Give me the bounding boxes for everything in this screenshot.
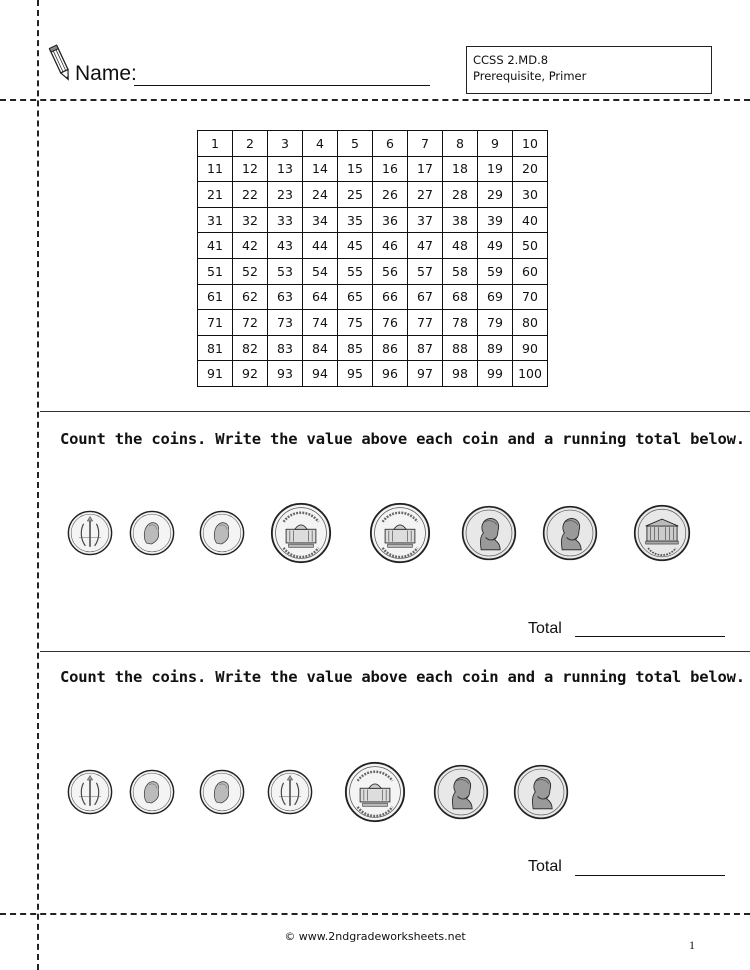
chart-cell: 39 [478, 207, 513, 233]
chart-cell: 67 [408, 284, 443, 310]
standard-code: CCSS 2.MD.8 [473, 53, 549, 67]
chart-row [198, 182, 548, 208]
chart-cell: 16 [373, 156, 408, 182]
chart-cell: 72 [233, 310, 268, 336]
chart-cell: 15 [338, 156, 373, 182]
chart-cell: 56 [373, 258, 408, 284]
chart-cell: 20 [513, 156, 548, 182]
chart-cell: 1 [198, 131, 233, 157]
chart-cell: 63 [268, 284, 303, 310]
chart-cell: 45 [338, 233, 373, 259]
dime-coin-icon [129, 769, 175, 815]
chart-cell: 30 [513, 182, 548, 208]
pencil-icon [48, 44, 74, 84]
chart-cell: 69 [478, 284, 513, 310]
chart-cell: 25 [338, 182, 373, 208]
chart-row [198, 131, 548, 157]
chart-cell: 92 [233, 361, 268, 387]
chart-cell: 62 [233, 284, 268, 310]
chart-cell: 54 [303, 258, 338, 284]
top-dashed-line [0, 99, 750, 101]
penny-shield-coin-icon [633, 504, 691, 562]
chart-cell: 49 [478, 233, 513, 259]
chart-cell: 75 [338, 310, 373, 336]
chart-cell: 23 [268, 182, 303, 208]
chart-cell: 11 [198, 156, 233, 182]
chart-cell: 2 [233, 131, 268, 157]
chart-cell: 21 [198, 182, 233, 208]
chart-cell: 32 [233, 207, 268, 233]
chart-row [198, 207, 548, 233]
chart-cell: 81 [198, 335, 233, 361]
chart-cell: 35 [338, 207, 373, 233]
chart-cell: 68 [443, 284, 478, 310]
problem-2-total-field[interactable] [575, 875, 725, 876]
nickel-coin-icon [270, 502, 332, 564]
chart-row [198, 233, 548, 259]
chart-cell: 94 [303, 361, 338, 387]
chart-cell: 60 [513, 258, 548, 284]
chart-cell: 5 [338, 131, 373, 157]
nickel-coin-icon [369, 502, 431, 564]
penny-coin-icon [461, 505, 517, 561]
chart-cell: 4 [303, 131, 338, 157]
penny-coin-icon [513, 764, 569, 820]
chart-cell: 46 [373, 233, 408, 259]
problem-1-total-label: Total [528, 620, 562, 637]
chart-cell: 31 [198, 207, 233, 233]
bottom-dashed-line [0, 913, 750, 915]
chart-cell: 42 [233, 233, 268, 259]
chart-cell: 18 [443, 156, 478, 182]
chart-cell: 90 [513, 335, 548, 361]
penny-coin-icon [433, 764, 489, 820]
chart-cell: 3 [268, 131, 303, 157]
section-divider [40, 411, 750, 412]
chart-cell: 83 [268, 335, 303, 361]
chart-cell: 14 [303, 156, 338, 182]
chart-row [198, 335, 548, 361]
chart-cell: 34 [303, 207, 338, 233]
chart-cell: 87 [408, 335, 443, 361]
chart-row [198, 258, 548, 284]
chart-row [198, 156, 548, 182]
chart-cell: 97 [408, 361, 443, 387]
chart-cell: 95 [338, 361, 373, 387]
problem-2-total-label: Total [528, 858, 562, 875]
chart-cell: 48 [443, 233, 478, 259]
chart-cell: 47 [408, 233, 443, 259]
penny-coin-icon [542, 505, 598, 561]
chart-cell: 9 [478, 131, 513, 157]
problem-2-instruction: Count the coins. Write the value above each coin and a running total below. [60, 668, 745, 686]
chart-cell: 91 [198, 361, 233, 387]
chart-cell: 7 [408, 131, 443, 157]
chart-cell: 77 [408, 310, 443, 336]
chart-cell: 98 [443, 361, 478, 387]
chart-cell: 41 [198, 233, 233, 259]
dime-coin-icon [129, 510, 175, 556]
chart-cell: 84 [303, 335, 338, 361]
chart-cell: 89 [478, 335, 513, 361]
problem-1-total-field[interactable] [575, 636, 725, 637]
dime-torch-coin-icon [67, 510, 113, 556]
chart-cell: 78 [443, 310, 478, 336]
chart-cell: 43 [268, 233, 303, 259]
chart-cell: 37 [408, 207, 443, 233]
standard-level: Prerequisite, Primer [473, 69, 587, 83]
chart-cell: 24 [303, 182, 338, 208]
left-margin-dashed-line [37, 0, 39, 970]
chart-cell: 100 [513, 361, 548, 387]
chart-cell: 53 [268, 258, 303, 284]
chart-cell: 86 [373, 335, 408, 361]
chart-cell: 59 [478, 258, 513, 284]
chart-cell: 76 [373, 310, 408, 336]
chart-cell: 6 [373, 131, 408, 157]
chart-cell: 38 [443, 207, 478, 233]
page-number: 1 [689, 938, 695, 952]
section-divider [40, 651, 750, 652]
chart-cell: 10 [513, 131, 548, 157]
chart-row [198, 310, 548, 336]
chart-cell: 50 [513, 233, 548, 259]
chart-cell: 71 [198, 310, 233, 336]
chart-cell: 57 [408, 258, 443, 284]
chart-cell: 80 [513, 310, 548, 336]
chart-cell: 82 [233, 335, 268, 361]
chart-cell: 17 [408, 156, 443, 182]
name-label: Name: [75, 62, 137, 85]
chart-cell: 88 [443, 335, 478, 361]
chart-cell: 27 [408, 182, 443, 208]
chart-cell: 40 [513, 207, 548, 233]
chart-cell: 66 [373, 284, 408, 310]
chart-cell: 61 [198, 284, 233, 310]
chart-cell: 29 [478, 182, 513, 208]
chart-cell: 52 [233, 258, 268, 284]
chart-cell: 85 [338, 335, 373, 361]
chart-cell: 64 [303, 284, 338, 310]
chart-cell: 79 [478, 310, 513, 336]
chart-cell: 44 [303, 233, 338, 259]
chart-cell: 51 [198, 258, 233, 284]
chart-cell: 74 [303, 310, 338, 336]
chart-cell: 70 [513, 284, 548, 310]
chart-cell: 33 [268, 207, 303, 233]
dime-coin-icon [199, 510, 245, 556]
chart-cell: 73 [268, 310, 303, 336]
chart-cell: 55 [338, 258, 373, 284]
chart-cell: 99 [478, 361, 513, 387]
standard-box [466, 46, 712, 94]
chart-cell: 19 [478, 156, 513, 182]
chart-cell: 12 [233, 156, 268, 182]
chart-cell: 58 [443, 258, 478, 284]
dime-coin-icon [199, 769, 245, 815]
nickel-coin-icon [344, 761, 406, 823]
chart-cell: 93 [268, 361, 303, 387]
dime-torch-coin-icon [67, 769, 113, 815]
chart-cell: 26 [373, 182, 408, 208]
chart-cell: 8 [443, 131, 478, 157]
chart-cell: 13 [268, 156, 303, 182]
hundreds-chart [197, 130, 548, 387]
chart-cell: 65 [338, 284, 373, 310]
copyright-footer: © www.2ndgradeworksheets.net [284, 930, 466, 943]
chart-cell: 96 [373, 361, 408, 387]
chart-cell: 22 [233, 182, 268, 208]
chart-cell: 28 [443, 182, 478, 208]
chart-cell: 36 [373, 207, 408, 233]
name-field-line[interactable] [134, 85, 430, 86]
dime-torch-coin-icon [267, 769, 313, 815]
chart-row [198, 361, 548, 387]
problem-1-instruction: Count the coins. Write the value above each coin and a running total below. [60, 430, 745, 448]
chart-row [198, 284, 548, 310]
